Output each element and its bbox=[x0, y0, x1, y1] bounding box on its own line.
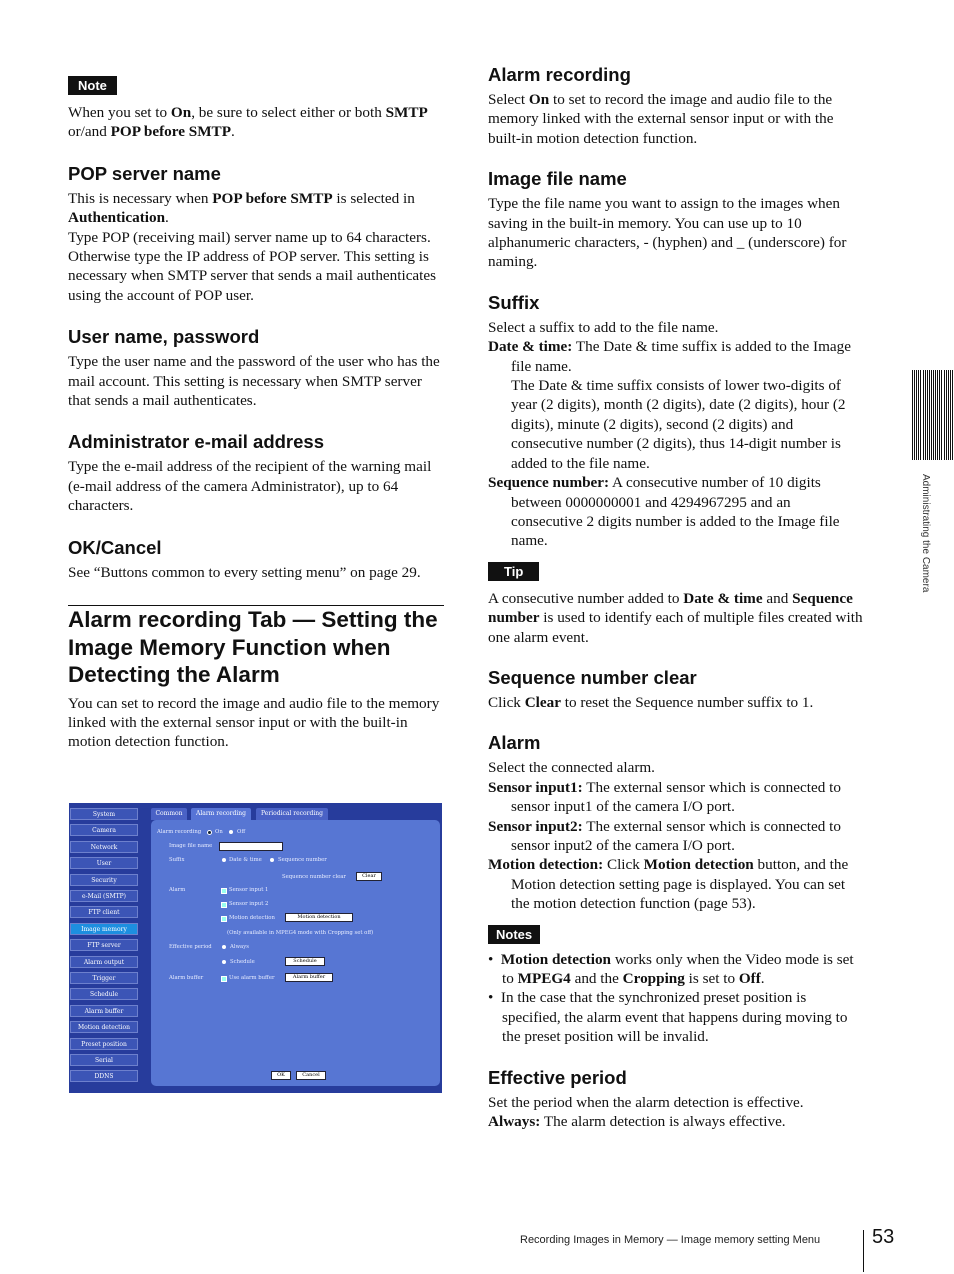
on-radio[interactable] bbox=[207, 830, 212, 835]
alarm-buffer-button[interactable]: Alarm buffer bbox=[285, 973, 333, 982]
off-radio[interactable] bbox=[229, 830, 233, 834]
footer-text: Recording Images in Memory — Image memory setting Menu bbox=[520, 1234, 821, 1246]
user-text: Type the user name and the password of the user who has the mail account. This setting is necessary when SMTP server that sends a mail authenticates. bbox=[68, 353, 440, 410]
date-time-item: Date & time: The Date & time suffix is added to the Image file name. bbox=[488, 338, 851, 375]
thumb-tab-line bbox=[914, 370, 915, 460]
ok-text: See “Buttons common to every setting menu” on page 29. bbox=[68, 563, 421, 581]
alarm-recording-heading: Alarm recording bbox=[488, 64, 631, 85]
motion-detection-item: Motion detection: Click Motion detection button, and the Motion detection setting page is displayed. You can set the motion detection function (page 53). bbox=[488, 856, 849, 913]
suffix-heading: Suffix bbox=[488, 291, 540, 313]
date-time-label: Date & time bbox=[229, 857, 262, 863]
thumb-tab-line bbox=[923, 370, 924, 460]
image-file-name-heading: Image file name bbox=[488, 168, 627, 190]
settings-screenshot bbox=[69, 803, 442, 1093]
chapter-thumb-tab bbox=[912, 370, 954, 460]
nav-item-user[interactable]: User bbox=[70, 857, 138, 869]
thumb-tab-line bbox=[916, 370, 917, 460]
image-file-name-text: Type the file name you want to assign to the images when saving in the built-in memory. You can use up to 10 alphanumeric characters, - (hyphen) and _ (underscore) for naming. bbox=[488, 195, 847, 271]
always-item: Always: The alarm detection is always effective. bbox=[488, 1113, 786, 1131]
section-text: You can set to record the image and audio file to the memory linked with the external sensor input or with the built-in motion detection function. bbox=[68, 694, 440, 751]
nav-item-alarm-buffer[interactable]: Alarm buffer bbox=[70, 1005, 138, 1017]
ok-heading: OK/Cancel bbox=[68, 536, 162, 558]
sensor-input-2-item: Sensor input2: The external sensor which is connected to sensor input2 of the camera I/O port. bbox=[488, 817, 841, 854]
sequence-number-item: Sequence number: A consecutive number of 10 digits between 0000000001 and 4294967295 and an consecutive 2 digits number is added to the Image file name. bbox=[488, 474, 840, 550]
thumb-tab-line bbox=[950, 370, 951, 460]
nav-item-system[interactable]: System bbox=[70, 808, 138, 820]
settings-panel bbox=[151, 820, 440, 1086]
thumb-tab-line bbox=[933, 370, 934, 460]
thumb-tab-line bbox=[941, 370, 942, 460]
tab-common[interactable]: Common bbox=[151, 808, 187, 820]
schedule-label: Schedule bbox=[230, 959, 255, 965]
nav-item-motion-detection[interactable]: Motion detection bbox=[70, 1021, 138, 1033]
thumb-tab-line bbox=[939, 370, 940, 460]
sensor-input-1-item: Sensor input1: The external sensor which is connected to sensor input1 of the camera I/O port. bbox=[488, 778, 841, 816]
schedule-radio[interactable] bbox=[222, 960, 226, 964]
schedule-button[interactable]: Schedule bbox=[285, 957, 325, 966]
sequence-number-label: Sequence number bbox=[278, 857, 327, 863]
effective-period-label: Effective period bbox=[169, 944, 212, 950]
nav-item-ftp-client[interactable]: FTP client bbox=[70, 906, 138, 918]
thumb-tab-line bbox=[929, 370, 930, 460]
alarm-label: Alarm bbox=[169, 887, 186, 893]
sequence-clear-label: Sequence number clear bbox=[282, 874, 346, 880]
thumb-tab-line bbox=[937, 370, 938, 460]
thumb-tab-line bbox=[920, 370, 921, 460]
sensor-input-1-checkbox[interactable] bbox=[221, 888, 227, 894]
thumb-tab-line bbox=[935, 370, 936, 460]
nav-item-security[interactable]: Security bbox=[70, 874, 138, 886]
thumb-tab-line bbox=[948, 370, 949, 460]
alarm-recording-text: Select On to set to record the image and audio file to the memory linked with the external sensor input or with the built-in motion detection function. bbox=[488, 91, 834, 147]
effective-period-heading: Effective period bbox=[488, 1066, 627, 1088]
nav-item-ddns[interactable]: DDNS bbox=[70, 1070, 138, 1082]
nav-item-image-memory[interactable]: Image memory bbox=[70, 923, 138, 935]
motion-detection-checkbox[interactable] bbox=[221, 916, 227, 922]
alarm-recording-label: Alarm recording bbox=[157, 829, 202, 835]
footer-rule bbox=[863, 1230, 864, 1272]
note-badge: Note bbox=[68, 76, 117, 95]
cancel-button[interactable]: Cancel bbox=[296, 1071, 326, 1080]
on-label: On bbox=[215, 829, 223, 835]
thumb-tab-line bbox=[927, 370, 928, 460]
pop-heading: POP server name bbox=[68, 162, 221, 184]
nav-item-ftp-server[interactable]: FTP server bbox=[70, 939, 138, 951]
thumb-tab-line bbox=[944, 370, 945, 460]
always-radio[interactable] bbox=[222, 945, 226, 949]
section-title: Alarm recording Tab — Setting the Image Memory Function when Detecting the Alarm bbox=[68, 607, 438, 688]
note-item-2: • In the case that the synchronized preset position is specified, the alarm event that happens during moving to the preset position will be invalid. bbox=[488, 989, 848, 1046]
admin-text: Type the e-mail address of the recipient of the warning mail (e-mail address of the camera Administrator), up to 64 characters. bbox=[68, 458, 432, 515]
tab-periodical-recording[interactable]: Periodical recording bbox=[256, 808, 328, 820]
thumb-tab-line bbox=[931, 370, 932, 460]
thumb-tab-line bbox=[912, 370, 913, 460]
sensor-input-1-label: Sensor input 1 bbox=[229, 887, 269, 893]
tip-badge: Tip bbox=[488, 562, 539, 581]
mpeg4-note: (Only available in MPEG4 mode with Cropping set off) bbox=[227, 930, 374, 936]
thumb-tab-line bbox=[946, 370, 947, 460]
sequence-clear-heading: Sequence number clear bbox=[488, 666, 697, 688]
suffix-intro: Select a suffix to add to the file name. bbox=[488, 318, 719, 336]
sensor-input-2-label: Sensor input 2 bbox=[229, 901, 269, 907]
image-file-name-input[interactable] bbox=[219, 842, 283, 851]
image-file-name-label: Image file name bbox=[169, 843, 213, 849]
nav-item-schedule[interactable]: Schedule bbox=[70, 988, 138, 1000]
nav-item-preset-position[interactable]: Preset position bbox=[70, 1038, 138, 1050]
nav-item-network[interactable]: Network bbox=[70, 841, 138, 853]
note-text: When you set to On, be sure to select either or both SMTP or/and POP before SMTP. bbox=[68, 104, 428, 141]
always-label: Always bbox=[230, 944, 249, 950]
sequence-clear-text: Click Clear to reset the Sequence number suffix to 1. bbox=[488, 693, 814, 711]
motion-detection-label: Motion detection bbox=[229, 915, 275, 921]
nav-item-camera[interactable]: Camera bbox=[70, 824, 138, 836]
user-heading: User name, password bbox=[68, 326, 260, 348]
alarm-buffer-label: Alarm buffer bbox=[169, 975, 204, 981]
sensor-input-2-checkbox[interactable] bbox=[221, 902, 227, 908]
side-label: Administrating the Camera bbox=[920, 474, 931, 593]
thumb-tab-line bbox=[952, 370, 953, 460]
motion-detection-button[interactable]: Motion detection bbox=[285, 913, 353, 922]
notes-badge: Notes bbox=[488, 925, 540, 944]
note-item-1: • Motion detection works only when the Video mode is set to MPEG4 and the Cropping is set to Off. bbox=[488, 950, 854, 987]
nav-item-alarm-output[interactable]: Alarm output bbox=[70, 956, 138, 968]
tab-alarm-recording[interactable]: Alarm recording bbox=[191, 808, 251, 820]
thumb-tab-line bbox=[918, 370, 919, 460]
nav-item-serial[interactable]: Serial bbox=[70, 1054, 138, 1066]
alarm-heading: Alarm bbox=[488, 732, 541, 754]
date-time-detail: The Date & time suffix consists of lower two-digits of year (2 digits), month (2 digits), date (2 digits), hour (2 digits), minute (2 digits), second (2 digits) and consecutive number (2 digits), thus 14-digit number is added to the file name. bbox=[511, 377, 846, 472]
sequence-number-radio[interactable] bbox=[270, 858, 274, 862]
use-alarm-buffer-label: Use alarm buffer bbox=[229, 975, 275, 981]
effective-period-text: Set the period when the alarm detection is effective. bbox=[488, 1093, 804, 1111]
pop-text: This is necessary when POP before SMTP is selected in Authentication. Type POP (receiving mail) server name up to 64 characters. Otherwise type the IP address of POP server. This setting is necessary when SMTP server that sends a mail authenticates using the account of POP user. bbox=[68, 189, 437, 304]
nav-item-e-mail-smtp[interactable]: e-Mail (SMTP) bbox=[70, 890, 138, 902]
page-number: 53 bbox=[872, 1226, 895, 1248]
nav-item-trigger[interactable]: Trigger bbox=[70, 972, 138, 984]
admin-heading: Administrator e-mail address bbox=[68, 431, 324, 453]
left-column bbox=[68, 76, 444, 752]
off-label: Off bbox=[237, 829, 246, 835]
thumb-tab-line bbox=[925, 370, 926, 460]
ok-button[interactable]: OK bbox=[271, 1071, 291, 1080]
right-column bbox=[488, 64, 864, 1131]
alarm-intro: Select the connected alarm. bbox=[488, 759, 655, 777]
date-time-radio[interactable] bbox=[222, 858, 226, 862]
suffix-label: Suffix bbox=[169, 857, 185, 863]
use-alarm-buffer-checkbox[interactable] bbox=[221, 976, 227, 982]
clear-button[interactable]: Clear bbox=[356, 872, 382, 881]
tip-text: A consecutive number added to Date & time and Sequence number is used to identify each of multiple files created with one alarm event. bbox=[488, 589, 863, 646]
